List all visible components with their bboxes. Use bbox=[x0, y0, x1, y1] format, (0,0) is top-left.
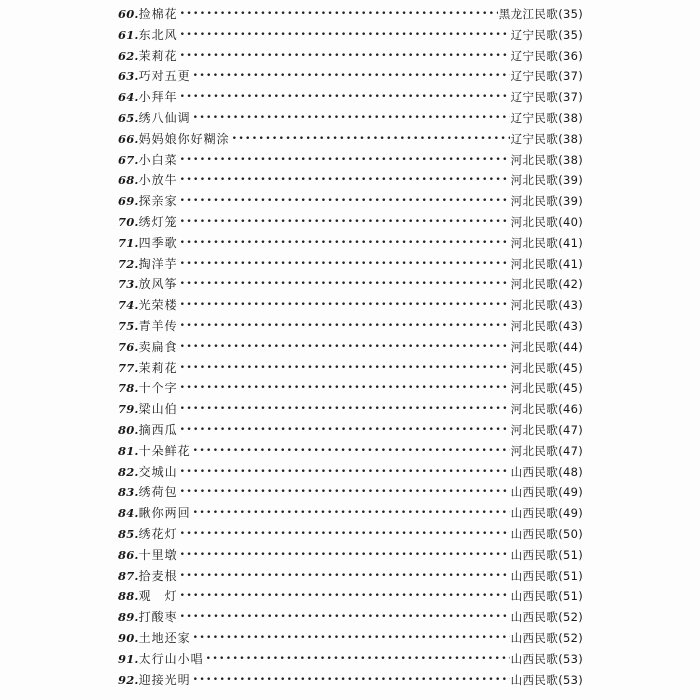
song-source: 河北民歌 bbox=[510, 318, 559, 333]
page-number: (35) bbox=[558, 7, 583, 21]
song-source: 山西民歌 bbox=[510, 547, 559, 562]
song-title: 东北风 bbox=[138, 27, 178, 42]
song-title: 茉莉花 bbox=[138, 360, 178, 375]
toc-entry[interactable] bbox=[118, 316, 583, 337]
song-source: 河北民歌 bbox=[510, 277, 559, 292]
toc-entry[interactable] bbox=[118, 25, 583, 46]
song-title: 捡棉花 bbox=[138, 7, 178, 21]
song-title: 妈妈娘你好糊涂 bbox=[138, 131, 230, 146]
song-source: 河北民歌 bbox=[510, 402, 559, 417]
page-number: (47) bbox=[558, 443, 583, 458]
toc-entry[interactable] bbox=[118, 503, 583, 524]
song-source: 山西民歌 bbox=[510, 672, 559, 687]
song-source: 山西民歌 bbox=[510, 610, 559, 625]
entry-number: 86. bbox=[118, 547, 139, 562]
entry-number: 92. bbox=[118, 672, 139, 687]
song-title: 打酸枣 bbox=[138, 610, 178, 625]
song-title: 十朵鲜花 bbox=[138, 443, 191, 458]
song-source: 河北民歌 bbox=[510, 256, 559, 271]
song-title: 小白菜 bbox=[138, 152, 178, 167]
dot-leader bbox=[180, 358, 510, 379]
dot-leader bbox=[180, 462, 510, 483]
dot-leader bbox=[180, 566, 510, 587]
dot-leader bbox=[206, 649, 510, 670]
page-number: (45) bbox=[558, 360, 583, 375]
entry-number: 69. bbox=[118, 194, 139, 209]
dot-leader bbox=[232, 129, 510, 150]
song-source: 山西民歌 bbox=[510, 485, 559, 500]
page-number: (49) bbox=[558, 506, 583, 521]
toc-entry[interactable] bbox=[118, 649, 583, 670]
song-source: 辽宁民歌 bbox=[510, 131, 559, 146]
toc-entry[interactable] bbox=[118, 87, 583, 108]
entry-number: 82. bbox=[118, 464, 139, 479]
dot-leader bbox=[180, 420, 510, 441]
entry-number: 66. bbox=[118, 131, 139, 146]
song-title: 青羊传 bbox=[138, 318, 178, 333]
entry-number: 70. bbox=[118, 214, 139, 229]
toc-entry[interactable] bbox=[118, 628, 583, 649]
toc-entry[interactable] bbox=[118, 191, 583, 212]
page-number: (52) bbox=[558, 610, 583, 625]
page-number: (37) bbox=[558, 69, 583, 84]
song-source: 山西民歌 bbox=[510, 464, 559, 479]
dot-leader bbox=[193, 108, 510, 129]
page-number: (43) bbox=[558, 318, 583, 333]
dot-leader bbox=[180, 170, 510, 191]
dot-leader bbox=[193, 503, 510, 524]
toc-entry[interactable] bbox=[118, 46, 583, 67]
page-number: (52) bbox=[558, 630, 583, 645]
song-title: 摘西瓜 bbox=[138, 422, 178, 437]
toc-entry[interactable] bbox=[118, 545, 583, 566]
dot-leader bbox=[180, 545, 510, 566]
song-source: 山西民歌 bbox=[510, 651, 559, 666]
toc-entry[interactable] bbox=[118, 66, 583, 87]
song-source: 河北民歌 bbox=[510, 339, 559, 354]
toc-entry[interactable] bbox=[118, 108, 583, 129]
entry-number: 72. bbox=[118, 256, 139, 271]
toc-entry[interactable] bbox=[118, 462, 583, 483]
song-source: 黑龙江民歌 bbox=[498, 7, 559, 21]
dot-leader bbox=[180, 150, 510, 171]
dot-leader bbox=[180, 399, 510, 420]
entry-number: 83. bbox=[118, 485, 139, 500]
song-title: 拾麦根 bbox=[138, 568, 178, 583]
song-source: 河北民歌 bbox=[510, 422, 559, 437]
entry-number: 71. bbox=[118, 235, 139, 250]
entry-number: 73. bbox=[118, 277, 139, 292]
song-source: 辽宁民歌 bbox=[510, 90, 559, 105]
dot-leader bbox=[193, 66, 510, 87]
song-source: 山西民歌 bbox=[510, 506, 559, 521]
song-source: 河北民歌 bbox=[510, 214, 559, 229]
toc-entry[interactable] bbox=[118, 566, 583, 587]
page-number: (53) bbox=[558, 651, 583, 666]
song-source: 河北民歌 bbox=[510, 235, 559, 250]
song-title: 放风筝 bbox=[138, 277, 178, 292]
toc-entry[interactable] bbox=[118, 150, 583, 171]
entry-number: 65. bbox=[118, 110, 139, 125]
dot-leader bbox=[180, 191, 510, 212]
dot-leader bbox=[180, 233, 510, 254]
dot-leader bbox=[193, 628, 510, 649]
page-number: (44) bbox=[558, 339, 583, 354]
song-title: 太行山小唱 bbox=[138, 651, 204, 666]
toc-entry[interactable] bbox=[118, 254, 583, 275]
entry-number: 78. bbox=[118, 381, 139, 396]
dot-leader bbox=[180, 25, 510, 46]
toc-entry[interactable] bbox=[118, 670, 583, 691]
song-source: 河北民歌 bbox=[510, 173, 559, 188]
song-title: 小放牛 bbox=[138, 173, 178, 188]
dot-leader bbox=[180, 254, 510, 275]
song-title: 观 灯 bbox=[138, 589, 178, 604]
toc-entry[interactable] bbox=[118, 607, 583, 628]
song-title: 四季歌 bbox=[138, 235, 178, 250]
dot-leader bbox=[180, 274, 510, 295]
toc-entry[interactable] bbox=[118, 358, 583, 379]
page-number: (40) bbox=[558, 214, 583, 229]
dot-leader bbox=[193, 670, 510, 691]
entry-number: 88. bbox=[118, 589, 139, 604]
toc-entry[interactable] bbox=[118, 399, 583, 420]
toc-entry[interactable] bbox=[118, 482, 583, 503]
page-number: (51) bbox=[558, 589, 583, 604]
song-title: 十里墩 bbox=[138, 547, 178, 562]
dot-leader bbox=[180, 607, 510, 628]
entry-number: 89. bbox=[118, 610, 139, 625]
toc-entry[interactable] bbox=[118, 586, 583, 607]
page-number: (38) bbox=[558, 110, 583, 125]
entry-number: 79. bbox=[118, 402, 139, 417]
dot-leader bbox=[193, 441, 510, 462]
song-source: 河北民歌 bbox=[510, 443, 559, 458]
song-title: 十个字 bbox=[138, 381, 178, 396]
entry-number: 60. bbox=[118, 7, 139, 21]
dot-leader bbox=[180, 87, 510, 108]
song-source: 山西民歌 bbox=[510, 630, 559, 645]
entry-number: 64. bbox=[118, 90, 139, 105]
song-title: 掏洋芋 bbox=[138, 256, 178, 271]
entry-number: 81. bbox=[118, 443, 139, 458]
page-number: (43) bbox=[558, 298, 583, 313]
toc-entry[interactable] bbox=[118, 337, 583, 358]
toc-entry[interactable] bbox=[118, 420, 583, 441]
dot-leader bbox=[180, 337, 510, 358]
song-source: 辽宁民歌 bbox=[510, 48, 559, 63]
song-source: 辽宁民歌 bbox=[510, 27, 559, 42]
song-source: 山西民歌 bbox=[510, 589, 559, 604]
dot-leader bbox=[180, 316, 510, 337]
page-number: (42) bbox=[558, 277, 583, 292]
dot-leader bbox=[180, 524, 510, 545]
page-number: (39) bbox=[558, 194, 583, 209]
song-title: 绣灯笼 bbox=[138, 214, 178, 229]
song-source: 河北民歌 bbox=[510, 381, 559, 396]
page-number: (41) bbox=[558, 235, 583, 250]
entry-number: 77. bbox=[118, 360, 139, 375]
song-title: 绣八仙调 bbox=[138, 110, 191, 125]
page-number: (48) bbox=[558, 464, 583, 479]
toc-entry[interactable] bbox=[118, 274, 583, 295]
entry-number: 87. bbox=[118, 568, 139, 583]
song-title: 交城山 bbox=[138, 464, 178, 479]
entry-number: 61. bbox=[118, 27, 139, 42]
dot-leader bbox=[180, 586, 510, 607]
toc-entry[interactable] bbox=[118, 4, 583, 25]
song-title: 光荣楼 bbox=[138, 298, 178, 313]
song-source: 山西民歌 bbox=[510, 526, 559, 541]
song-source: 辽宁民歌 bbox=[510, 110, 559, 125]
entry-number: 62. bbox=[118, 48, 139, 63]
song-source: 山西民歌 bbox=[510, 568, 559, 583]
toc-entry[interactable] bbox=[118, 295, 583, 316]
toc-entry[interactable] bbox=[118, 212, 583, 233]
page-number: (46) bbox=[558, 402, 583, 417]
toc-entry[interactable] bbox=[118, 441, 583, 462]
entry-number: 68. bbox=[118, 173, 139, 188]
song-title: 卖扁食 bbox=[138, 339, 178, 354]
song-title: 茉莉花 bbox=[138, 48, 178, 63]
entry-number: 75. bbox=[118, 318, 139, 333]
page-number: (53) bbox=[558, 672, 583, 687]
page-number: (50) bbox=[558, 526, 583, 541]
song-title: 梁山伯 bbox=[138, 402, 178, 417]
song-title: 小拜年 bbox=[138, 90, 178, 105]
toc-entry[interactable] bbox=[118, 170, 583, 191]
song-title: 绣花灯 bbox=[138, 526, 178, 541]
song-source: 河北民歌 bbox=[510, 298, 559, 313]
page-number: (37) bbox=[558, 90, 583, 105]
page-number: (35) bbox=[558, 27, 583, 42]
entry-number: 63. bbox=[118, 69, 139, 84]
song-title: 探亲家 bbox=[138, 194, 178, 209]
dot-leader bbox=[180, 46, 510, 67]
entry-number: 76. bbox=[118, 339, 139, 354]
page-number: (45) bbox=[558, 381, 583, 396]
entry-number: 85. bbox=[118, 526, 139, 541]
page-number: (51) bbox=[558, 568, 583, 583]
page-number: (38) bbox=[558, 131, 583, 146]
song-title: 绣荷包 bbox=[138, 485, 178, 500]
entry-number: 74. bbox=[118, 298, 139, 313]
entry-number: 80. bbox=[118, 422, 139, 437]
page-number: (39) bbox=[558, 173, 583, 188]
entry-number: 67. bbox=[118, 152, 139, 167]
page-number: (41) bbox=[558, 256, 583, 271]
dot-leader bbox=[180, 378, 510, 399]
page-number: (36) bbox=[558, 48, 583, 63]
table-of-contents bbox=[118, 4, 583, 690]
entry-number: 84. bbox=[118, 506, 139, 521]
song-title: 巧对五更 bbox=[138, 69, 191, 84]
dot-leader bbox=[180, 295, 510, 316]
song-source: 河北民歌 bbox=[510, 360, 559, 375]
toc-entry[interactable] bbox=[118, 233, 583, 254]
page-number: (47) bbox=[558, 422, 583, 437]
dot-leader bbox=[180, 4, 498, 25]
page-number: (38) bbox=[558, 152, 583, 167]
song-title: 迎接光明 bbox=[138, 672, 191, 687]
toc-entry[interactable] bbox=[118, 378, 583, 399]
page-number: (51) bbox=[558, 547, 583, 562]
toc-entry[interactable] bbox=[118, 129, 583, 150]
dot-leader bbox=[180, 482, 510, 503]
song-source: 河北民歌 bbox=[510, 194, 559, 209]
page-number: (49) bbox=[558, 485, 583, 500]
entry-number: 91. bbox=[118, 651, 139, 666]
toc-entry[interactable] bbox=[118, 524, 583, 545]
dot-leader bbox=[180, 212, 510, 233]
entry-number: 90. bbox=[118, 630, 139, 645]
song-source: 辽宁民歌 bbox=[510, 69, 559, 84]
song-title: 瞅你两回 bbox=[138, 506, 191, 521]
song-title: 土地还家 bbox=[138, 630, 191, 645]
song-source: 河北民歌 bbox=[510, 152, 559, 167]
